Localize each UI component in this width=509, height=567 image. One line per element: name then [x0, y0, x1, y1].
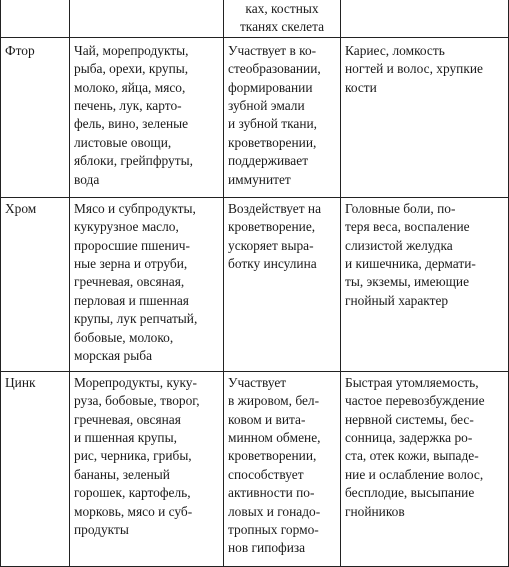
text-line: бобовые, молоко, [74, 329, 174, 345]
text-line: проросшие пшенич- [74, 237, 190, 253]
text-line: кроветворении, [228, 448, 317, 464]
text-line: перловая и пшенная [74, 292, 189, 308]
text-line: формировании [228, 79, 313, 95]
function-cell [224, 37, 341, 197]
text-line: ногтей и волос, хрупкие [345, 61, 483, 77]
table-row-continued [1, 0, 509, 37]
text-line: теря веса, воспаление [345, 219, 470, 235]
element-name: Хром [5, 200, 37, 216]
text-line: нов гипофиза [228, 540, 306, 556]
text-line: ты, экземы, имеющие [345, 274, 470, 290]
text-line: кроветворение, [228, 219, 316, 235]
text-line: и зубной ткани, [228, 116, 318, 132]
text-line: печень, лук, карто- [74, 98, 182, 114]
text-line: бесплодие, высыпание [345, 485, 475, 501]
text-line: кости [345, 79, 377, 95]
text-line: активности по- [228, 485, 315, 501]
text-line: ковом и вита- [228, 411, 306, 427]
element-name: Фтор [5, 42, 35, 58]
text-line: гнойный характер [345, 292, 449, 308]
text-line: кукурузное масло, [74, 219, 179, 235]
text-line: Участвует в ко- [228, 42, 317, 58]
element-cell [1, 37, 70, 197]
text-line: минном обмене, [228, 430, 321, 446]
text-line: и кишечника, дермати- [345, 256, 476, 272]
text-line: Морепродукты, куку- [74, 374, 197, 390]
function-cell [224, 0, 341, 37]
element-cell [1, 0, 70, 37]
deficiency-cell [341, 197, 509, 371]
text-line: иммунитет [228, 171, 291, 187]
element-cell [1, 197, 70, 371]
text-line: гречневая, овсяная [74, 411, 181, 427]
text-line: морская рыба [74, 348, 153, 364]
table-row-zinc [1, 371, 509, 566]
text-line: тропных гормо- [228, 522, 319, 538]
text-line: способствует [228, 466, 304, 482]
sources-cell [70, 37, 224, 197]
text-line: листовые овощи, [74, 134, 172, 150]
deficiency-cell [341, 37, 509, 197]
element-name: Цинк [5, 374, 36, 390]
text-line: тканях скелета [239, 19, 325, 35]
text-line: ботку инсулина [228, 256, 317, 272]
text-line: гнойников [345, 503, 405, 519]
text-line: нервной системы, бес- [345, 411, 474, 427]
text-line: ние и ослабление волос, [345, 466, 484, 482]
text-line: ста, отек кожи, выпаде- [345, 448, 479, 464]
text-line: гречневая, овсяная, [74, 274, 185, 290]
deficiency-cell [341, 0, 509, 37]
text-line: горошек, картофель, [74, 485, 191, 501]
text-line: рыба, орехи, крупы, [74, 61, 189, 77]
text-line: кроветворении, [228, 134, 317, 150]
deficiency-cell [341, 371, 509, 566]
text-line: Быстрая утомляемость, [345, 374, 479, 390]
table-row-chrom [1, 197, 509, 371]
text-line: и пшенная крупы, [74, 430, 177, 446]
text-line: Участвует [228, 374, 287, 390]
text-line: вода [74, 171, 100, 187]
text-line: Воздействует на [228, 200, 322, 216]
text-line: фель, вино, зеленые [74, 116, 189, 132]
element-cell [1, 371, 70, 566]
function-cell [224, 371, 341, 566]
sources-cell [70, 371, 224, 566]
sources-cell [70, 0, 224, 37]
text-line: ловых и гонадо- [228, 503, 321, 519]
sources-cell [70, 197, 224, 371]
text-line: зубной эмали [228, 98, 305, 114]
text-line: молоко, яйца, мясо, [74, 79, 186, 95]
text-line: частое перевозбуждение [345, 393, 485, 409]
text-line: поддерживает [228, 153, 309, 169]
text-line: в жировом, бел- [228, 393, 320, 409]
text-line: крупы, лук репчатый, [74, 311, 198, 327]
text-line: сонница, задержка ро- [345, 430, 473, 446]
text-line: стеобразовании, [228, 61, 321, 77]
text-line: Кариес, ломкость [345, 42, 445, 58]
text-line: рис, черника, грибы, [74, 448, 192, 464]
table-row-ftor [1, 37, 509, 197]
text-line: Головные боли, по- [345, 200, 456, 216]
text-line: Мясо и субпродукты, [74, 200, 196, 216]
text-line: ках, костных [245, 1, 319, 16]
text-line: слизистой желудка [345, 237, 453, 253]
text-line: морковь, мясо и суб- [74, 503, 193, 519]
text-line: Чай, морепродукты, [74, 42, 189, 58]
text-line: ные зерна и отруби, [74, 256, 188, 272]
function-cell [224, 197, 341, 371]
text-line: яблоки, грейпфруты, [74, 153, 193, 169]
text-line: руза, бобовые, творог, [74, 393, 200, 409]
text-line: бананы, зеленый [74, 466, 170, 482]
text-line: ускоряет выра- [228, 237, 314, 253]
text-line: продукты [74, 522, 129, 538]
